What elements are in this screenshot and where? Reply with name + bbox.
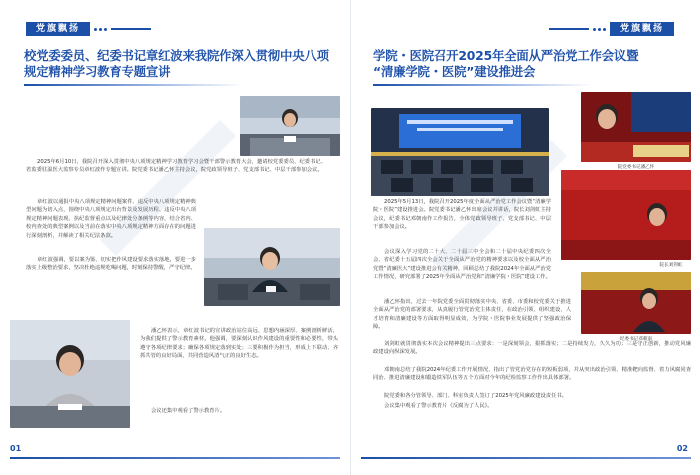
- footer-line: [361, 457, 691, 459]
- banner-line: [549, 28, 589, 30]
- article-title: [373, 48, 683, 80]
- paragraph-3: 潘乙怀指出，过去一年院党委全面贯彻落实中央、省委、市委和校党委关于推进全面从严治党的部署要求，从真履行管党治党主体责任，在政治引领、组织建设、人才培育和清廉建设等方面取得明显成效，为学院・医院事业发展提供了坚强政治保障。: [373, 299, 571, 331]
- column-banner-label: 党旗飘扬: [610, 22, 674, 36]
- photo-party-secretary: [581, 92, 691, 162]
- paragraph-5: 邓朝南总结了我院2024年纪委工作开展情况，指出了管党治党存在的短板弱项，并从突出政治引领、精准靶向监督、着力风腐同查同治、推进清廉建设和锻造铁军队伍等五个方面对今年的纪检监察工作作出具体部署。: [373, 367, 691, 382]
- title-rule: [24, 84, 244, 86]
- article-title: 校党委委员、纪委书记章红波来我院作深入贯彻中央八项规定精神学习教育专题宣讲: [24, 48, 329, 79]
- caption-secretary: 院党委书记潘乙怀: [617, 165, 655, 170]
- article-title-line-1: 学院・医院召开2025年全面从严治党工作会议暨: [373, 48, 639, 63]
- paragraph-2: 会议深入学习党的二十大、二十届三中全会和二十届中央纪委四次全会、省纪委十五届四次全会关于全面从严治党的精神要求以及校全面从严治党暨“清廉医大”建设推进会有关精神，回顾总结了我院2024年全面从严治党工作情况，研究部署了2025年全面从严治党和“清廉学院・医院”建设工作。: [373, 249, 551, 281]
- caption-discipline-secretary: 纪委书记邓朝南: [619, 337, 653, 342]
- paragraph-6: 院党委和各分管领导、部门、科室负责人签订了2025年党风廉政建设责任书。: [384, 393, 567, 399]
- paragraph-1: 2025年5月13日，我院召开2025年度全面从严治党工作会议暨“清廉学院・医院”建设推进会。院党委书记潘乙怀出席会议并讲话，院长刘剑虹主持会议，纪委书记邓朝南作工作报告，全体党政领导班子、党支部书记、中层干部参加会议。: [373, 199, 551, 231]
- paragraph-4: 刘剑虹就贯彻落实本次会议精神提出三点要求：一是深刻领会，狠抓落实；二是持续发力，久久为功；三是守正创新，推动党风廉政建设向纵深发展。: [373, 341, 691, 356]
- photo-discipline-secretary: [581, 272, 691, 334]
- footer-line: [10, 457, 340, 459]
- photo-audience: [204, 228, 340, 306]
- page-number: 02: [676, 444, 688, 453]
- photo-conference-hall: [371, 108, 549, 196]
- right-page: [350, 0, 700, 475]
- column-banner: [26, 22, 151, 36]
- paragraph-3: 章红波强调，要以案为鉴、切实把作风建设要求落实落地，要进一步落实上级整治要求，坚决杜绝违规吃喝问题，时刻保持警醒，严守纪律。: [26, 257, 196, 272]
- photo-speaker: [240, 96, 340, 156]
- paragraph-7: 会议集中观看了警示教育片《反腐为了人民》。: [384, 403, 493, 409]
- paragraph-1: 2025年6月10日，我院召开深入贯彻中央八项规定精神学习教育学习会暨干部警示教育大会，邀请校党委委员、纪委书记、省监委驻温医大监察专员章红波作专题宣讲。院党委书记潘乙怀主持会议，院党政领导班子、党支部书记、中层干部参加会议。: [26, 159, 326, 174]
- paragraph-5: 会议还集中观看了警示教育片。: [151, 408, 226, 414]
- banner-dots: [593, 28, 606, 31]
- photo-secretary: [10, 320, 130, 428]
- title-rule: [373, 84, 593, 86]
- photo-president: [561, 170, 691, 260]
- column-banner: [549, 22, 674, 36]
- page-number: 01: [10, 444, 22, 453]
- caption-president: 院长刘剑虹: [659, 263, 683, 268]
- paragraph-2: 章红波以通报中央八项规定精神问题案件、违反中央八项规定精神典型问题为切入点，围绕中央八项规定出台背景及发展历程、违反中央八项规定精神问题表现、执纪监督重点以及纪律处分条例等内容，结合省内、校内查处的典型案例以及当前在落实中央八项规定精神方面存在的问题进行深刻剖析，并解读了相关纪法条款。: [26, 199, 196, 239]
- paragraph-4: 潘乙怀表示，章红波书记的宣讲政治站位高远、思想内涵深厚、案例剖析鲜活，为我们提供了警示教育素材。他强调，要深刻认识作风建设的重要性和必要性，带头遵守各项纪律要求；确保各项规定落到实处；三要积极作为担当，形成上下联动、齐抓共管的良好局面，共同营造风清气正的良好生态。: [140, 328, 338, 360]
- column-banner-label: 党旗飘扬: [26, 22, 90, 36]
- banner-line: [111, 28, 151, 30]
- banner-dots: [94, 28, 107, 31]
- article-title-line-2: “清廉学院・医院”建设推进会: [373, 64, 536, 79]
